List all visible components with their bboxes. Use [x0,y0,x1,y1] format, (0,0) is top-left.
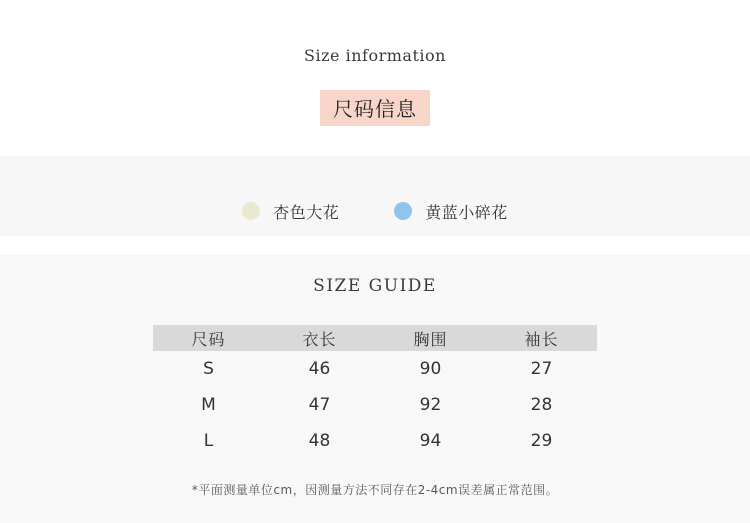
color-option-apricot-floral [242,200,339,223]
size-table [153,325,597,459]
blue-swatch-dot-icon [394,202,412,220]
size-guide-heading: SIZE GUIDE [313,276,437,296]
cell-bust: 90 [419,359,442,379]
swatch-label-apricot: 杏色大花 [273,202,340,222]
column-header-size: 尺码 [191,329,226,349]
cell-bust: 94 [419,431,442,451]
swatch-label-yellow-blue: 黄蓝小碎花 [425,202,508,222]
cell-size: L [203,431,214,451]
cell-bust: 92 [419,395,442,415]
table-row-size-s [153,351,597,387]
column-header-garment-length: 衣长 [302,329,337,349]
cell-garment-length: 46 [308,359,331,379]
cell-sleeve-length: 29 [530,431,553,451]
measurement-footnote: *平面测量单位cm，因测量方法不同存在2-4cm误差属正常范围。 [191,483,559,497]
color-option-yellow-blue-floral [394,200,508,223]
page-title-english: Size information [304,46,446,65]
apricot-swatch-dot-icon [242,202,260,220]
cell-garment-length: 47 [308,395,331,415]
size-guide-section [0,254,750,523]
title-block [0,0,750,126]
cell-sleeve-length: 28 [530,395,553,415]
size-table-header-row [153,325,597,351]
cell-size: S [203,359,214,379]
cell-sleeve-length: 27 [530,359,553,379]
table-row-size-m [153,387,597,423]
cell-size: M [201,395,216,415]
table-row-size-l [153,423,597,459]
page-title-chinese-highlight: 尺码信息 [320,90,430,126]
column-header-sleeve-length: 袖长 [524,329,559,349]
column-header-bust: 胸围 [413,329,448,349]
color-options-band [0,156,750,236]
cell-garment-length: 48 [308,431,331,451]
